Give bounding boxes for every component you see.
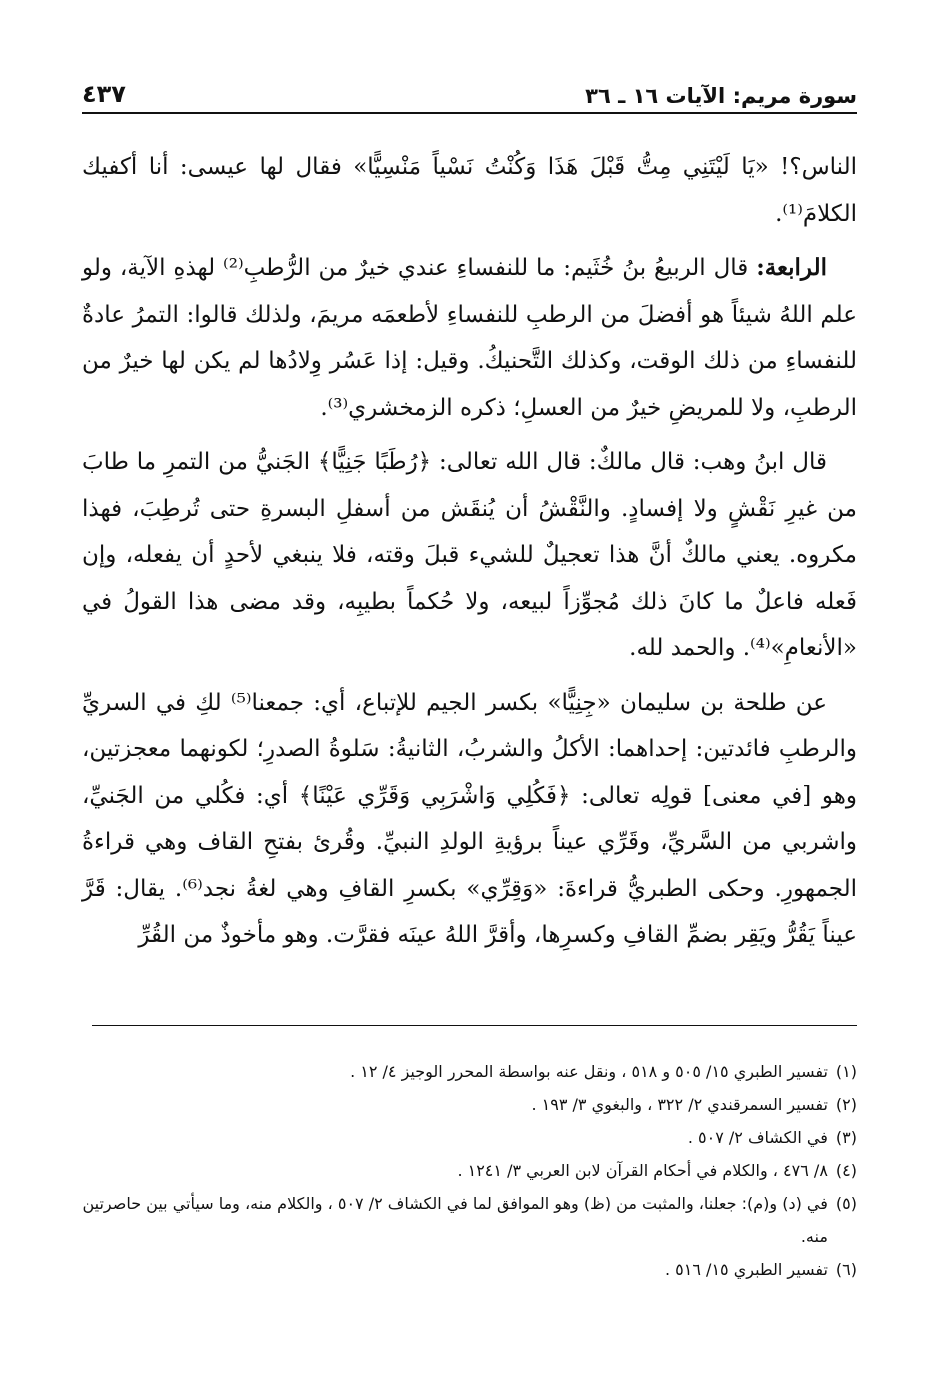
footnote-3 bbox=[82, 1121, 857, 1154]
footnote-2 bbox=[82, 1088, 857, 1121]
paragraph-4 bbox=[82, 680, 857, 959]
footnote-1 bbox=[82, 1055, 857, 1088]
footnotes bbox=[82, 1055, 857, 1286]
footnote-text: في الكشاف ٢/ ٥٠٧ . bbox=[687, 1128, 828, 1147]
footnote-number: (٦) bbox=[835, 1260, 857, 1279]
footnote-text: تفسير السمرقندي ٢/ ٣٢٢ ، والبغوي ٣/ ١٩٣ . bbox=[531, 1095, 828, 1114]
paragraph-lead: الرابعة: bbox=[756, 254, 827, 281]
footnote-number: (٥) bbox=[835, 1194, 857, 1213]
paragraph-text: عن طلحة بن سليمان «جِنِيًّا» بكسر الجيم للإتباع، أي: جمعنا⁽⁵⁾ لكِ في السريِّ والرطبِ فائدتين: إحداهما: الأكلُ والشربُ، الثانيةُ: سَلوةُ الصدرِ؛ لكونهما معجزتين، وهو [في معنى] قولِه تعالى: ﴿فَكُلِي وَاشْرَبِي وَقَرِّي عَيْنًا﴾ أي: فكُلي من الجَنيِّ، واشربي من السَّريِّ، وقَرِّي عيناً برؤيةِ الولدِ النبيِّ. وقُرئ بفتحِ القاف وهي قراءةُ الجمهورِ. وحكى الطبريُّ قراءةَ: «وَقِرِّي» بكسرِ القافِ وهي لغةُ نجد⁽⁶⁾. يقال: قَرَّ عيناً يَقُرُّ ويَقِر بضمِّ القافِ وكسرِها، وأقرَّ اللهُ عينَه فقرَّت. وهو مأخوذٌ من القُرِّ bbox=[82, 689, 857, 948]
footnote-number: (١) bbox=[835, 1062, 857, 1081]
paragraph-1 bbox=[82, 144, 857, 237]
footnote-4 bbox=[82, 1154, 857, 1187]
paragraph-text: الناس؟! «يَا لَيْتَنِي مِتُّ قَبْلَ هَذَا وَكُنْتُ نَسْياً مَنْسِيًّا» فقال لها عيسى: أنا أكفيك الكلامَ⁽¹⁾. bbox=[82, 154, 857, 227]
footnote-text: تفسير الطبري ١٥/ ٥٠٥ و ٥١٨ ، ونقل عنه بواسطة المحرر الوجيز ٤/ ١٢ . bbox=[350, 1062, 828, 1081]
footnote-text: ٨/ ٤٧٦ ، والكلام في أحكام القرآن لابن العربي ٣/ ١٢٤١ . bbox=[457, 1161, 828, 1180]
footnote-number: (٣) bbox=[835, 1128, 857, 1147]
footnote-5 bbox=[82, 1187, 857, 1253]
paragraph-text: قال ابنُ وهب: قال مالكٌ: قال الله تعالى: ﴿رُطَبًا جَنِيًّا﴾ الجَنيُّ من التمرِ ما طابَ من غيرِ نَقْشٍ ولا إفسادٍ. والنَّقْشُ أن يُنقَش من أسفلِ البسرةِ حتى تُرطِبَ، فهذا مكروه. يعني مالكٌ أنَّ هذا تعجيلٌ للشيء قبلَ وقته، فلا ينبغي لأحدٍ أن يفعله، وإن فَعله فاعلٌ ما كانَ ذلك مُجوِّزاً لبيعه، ولا حُكماً بطيبِه، وقد مضى هذا القولُ في «الأنعامِ»⁽⁴⁾. والحمد لله. bbox=[82, 449, 857, 661]
paragraph-text: قال الربيعُ بنُ خُثَيم: ما للنفساءِ عندي خيرٌ من الرُّطبِ⁽²⁾ لهذهِ الآية، ولو علم اللهُ شيئاً هو أفضلَ من الرطبِ للنفساءِ لأطعمَه مريمَ، ولذلك قالوا: التمرُ عادةٌ للنفساءِ من ذلك الوقت، وكذلك التَّحنيكُ. وقيل: إذا عَسُر وِلادُها لم يكن لها خيرٌ من الرطبِ، ولا للمريضِ خيرٌ من العسلِ؛ ذكره الزمخشري⁽³⁾. bbox=[82, 255, 857, 421]
page-number: ٤٣٧ bbox=[82, 80, 126, 108]
running-header bbox=[82, 72, 857, 114]
footnote-text: في (د) و(م): جعلنا، والمثبت من (ظ) وهو الموافق لما في الكشاف ٢/ ٥٠٧ ، والكلام منه، وما سيأتي بين حاصرتين منه. bbox=[82, 1194, 828, 1246]
footnote-number: (٢) bbox=[835, 1095, 857, 1114]
footnote-number: (٤) bbox=[835, 1161, 857, 1180]
main-text bbox=[82, 144, 857, 967]
surah-title: سورة مريم: الآيات ١٦ ـ ٣٦ bbox=[585, 84, 857, 108]
footnote-text: تفسير الطبري ١٥/ ٥١٦ . bbox=[665, 1260, 828, 1279]
paragraph-3 bbox=[82, 439, 857, 672]
paragraph-2 bbox=[82, 245, 857, 431]
footnote-separator bbox=[92, 1025, 857, 1026]
footnote-6 bbox=[82, 1253, 857, 1286]
